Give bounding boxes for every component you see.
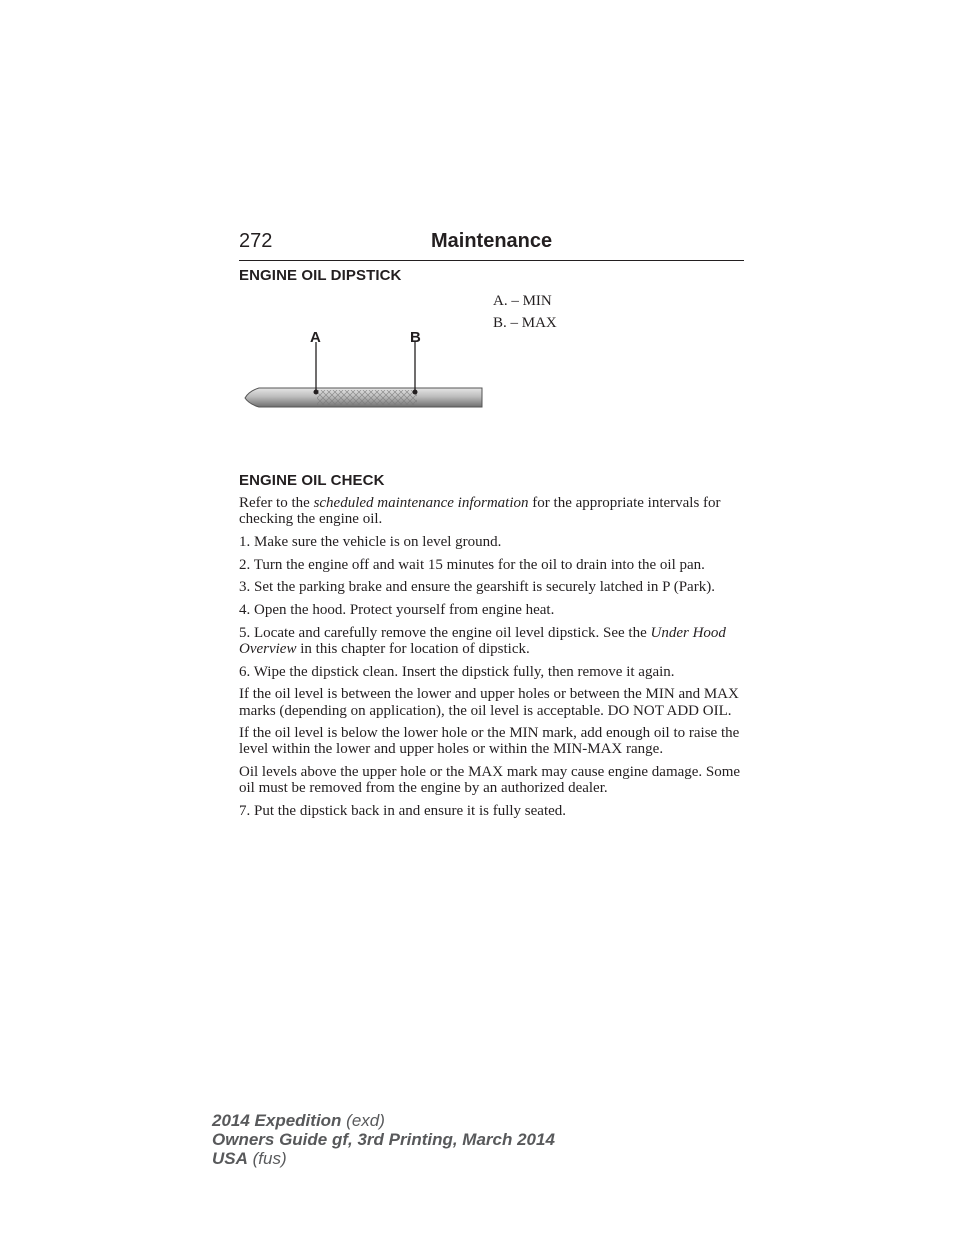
oil-level-acceptable-paragraph: If the oil level is between the lower and upper holes or between the MIN and MAX marks (depending on application), the oil level is acceptable. DO NOT ADD OIL. (239, 686, 739, 719)
intro-paragraph: Refer to the scheduled maintenance information for the appropriate intervals for checking the engine oil. (239, 495, 721, 528)
dipstick-section-title: ENGINE OIL DIPSTICK (239, 267, 402, 284)
page-header (239, 228, 744, 261)
footer-region: USA (fus) (212, 1149, 287, 1168)
step-3: 3. Set the parking brake and ensure the gearshift is securely latched in P (Park). (239, 579, 715, 596)
check-section-title: ENGINE OIL CHECK (239, 472, 385, 489)
scheduled-maintenance-reference: scheduled maintenance information (313, 495, 529, 511)
step-7: 7. Put the dipstick back in and ensure it is fully seated. (239, 803, 567, 820)
step-6: 6. Wipe the dipstick clean. Insert the dipstick fully, then remove it again. (239, 663, 675, 680)
figure-label-a: A (310, 329, 321, 346)
page-number: 272 (239, 230, 273, 252)
under-hood-overview-reference: Under Hood Overview (239, 624, 726, 657)
footer-model: 2014 Expedition (exd) (212, 1111, 385, 1130)
oil-level-low-paragraph: If the oil level is below the lower hole or the MIN mark, add enough oil to raise the level within the lower and upper holes or within the MIN-MAX range. (239, 725, 740, 758)
legend-item-max: B. – MAX (493, 315, 557, 331)
legend-item-min: A. – MIN (493, 293, 552, 309)
figure-legend (493, 290, 557, 334)
check-instructions (239, 495, 744, 826)
oil-level-high-paragraph: Oil levels above the upper hole or the MAX mark may cause engine damage. Some oil must be removed from the engine by an authorized dealer. (239, 764, 741, 797)
dipstick-illustration (239, 326, 489, 416)
page-footer (212, 1111, 555, 1168)
figure-label-b: B (410, 329, 421, 346)
step-1: 1. Make sure the vehicle is on level ground. (239, 533, 502, 550)
step-5: 5. Locate and carefully remove the engine oil level dipstick. See the Under Hood Overview in this chapter for location of dipstick. (239, 624, 726, 657)
step-4: 4. Open the hood. Protect yourself from engine heat. (239, 602, 555, 619)
chapter-title: Maintenance (431, 230, 553, 252)
dipstick-figure (239, 326, 489, 416)
step-2: 2. Turn the engine off and wait 15 minutes for the oil to drain into the oil pan. (239, 556, 705, 573)
footer-guide: Owners Guide gf, 3rd Printing, March 2014 (212, 1130, 555, 1149)
